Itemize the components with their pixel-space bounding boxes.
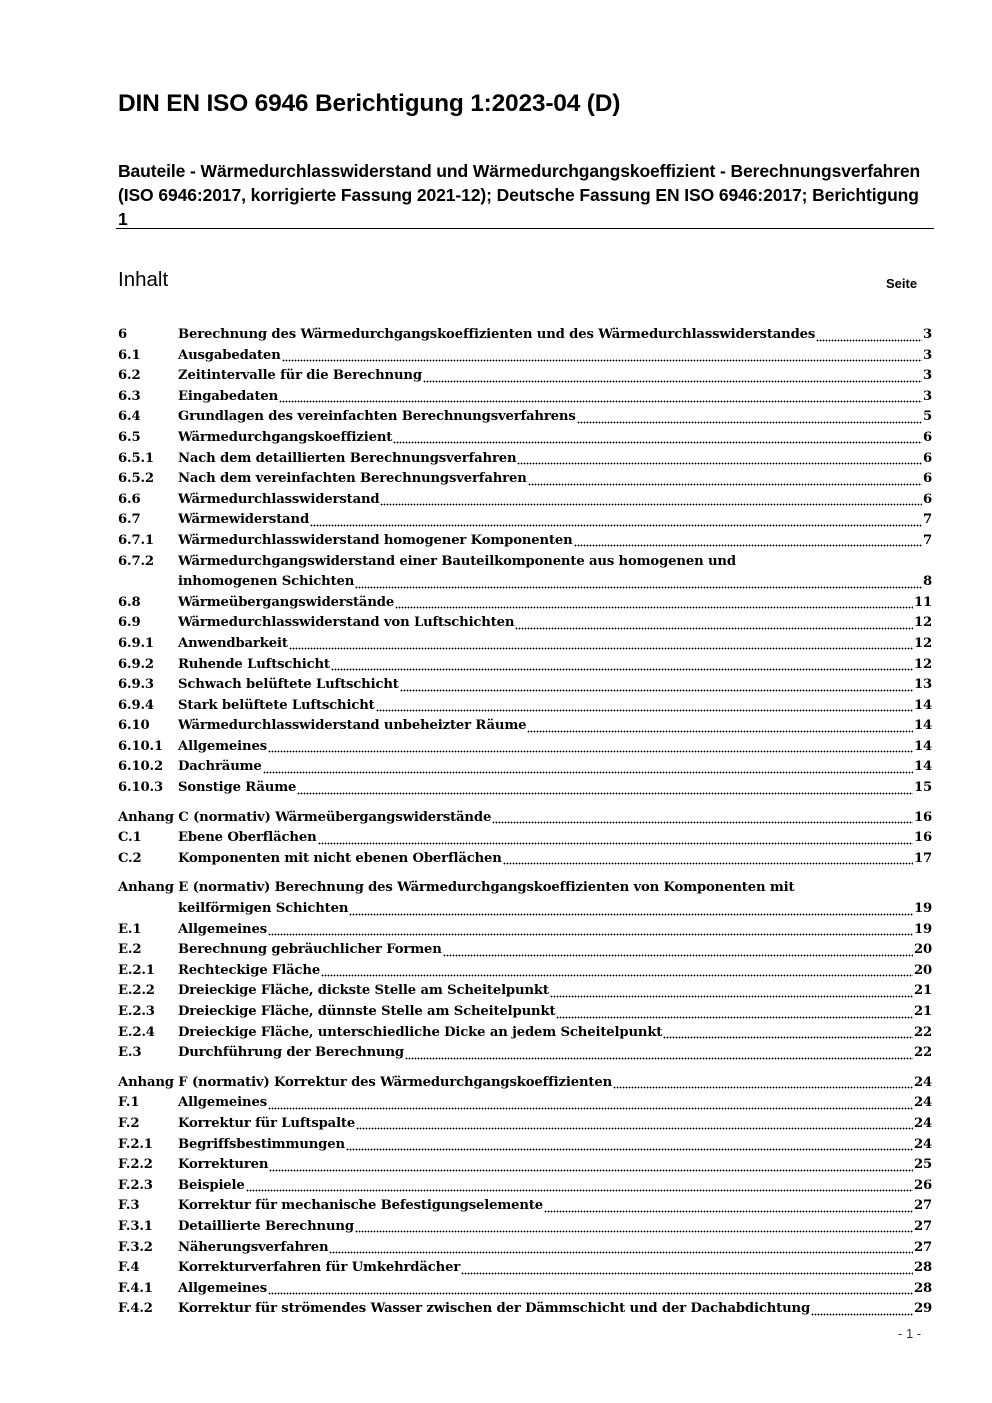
toc-entry[interactable] [118, 675, 932, 696]
toc-entry-number: F.2.2 [118, 1157, 153, 1173]
toc-entry-page: 3 [922, 347, 932, 363]
toc-entry-title: Korrekturverfahren für Umkehrdächer [178, 1260, 461, 1276]
toc-entry-page: 6 [922, 450, 932, 466]
toc-entry-page: 3 [922, 368, 932, 384]
toc-entry-title: Wärmewiderstand [178, 512, 310, 528]
toc-dot-leader [356, 1114, 913, 1135]
toc-entry[interactable] [118, 716, 932, 737]
toc-entry-number: F.3.1 [118, 1218, 153, 1234]
toc-dot-leader [613, 1073, 913, 1094]
toc-entry-title: Anhang F (normativ) Korrektur des Wärmedurchgangskoeffizienten [118, 1074, 613, 1090]
toc-entry-number: 6.9 [118, 615, 141, 631]
toc-entry-page: 27 [913, 1218, 932, 1234]
toc-entry-page: 25 [913, 1157, 932, 1173]
toc-entry-title: Allgemeines [178, 921, 267, 937]
toc-entry-title: Allgemeines [178, 738, 267, 754]
toc-entry-title: Ruhende Luftschicht [178, 656, 330, 672]
toc-entry-page: 27 [913, 1239, 932, 1255]
toc-entry-number: 6.3 [118, 388, 141, 404]
toc-dot-leader [443, 940, 913, 961]
table-of-contents [118, 325, 932, 1320]
toc-dot-leader [380, 490, 922, 511]
toc-dot-leader [355, 1217, 913, 1238]
toc-entry-page: 19 [913, 901, 932, 917]
toc-entry[interactable] [118, 325, 932, 346]
toc-entry-page: 6 [922, 429, 932, 445]
toc-entry-title: Näherungsverfahren [178, 1239, 329, 1255]
toc-dot-leader [816, 325, 922, 346]
toc-entry-number: 6.9.3 [118, 677, 154, 693]
toc-entry-page: 3 [922, 327, 932, 342]
toc-dot-leader [331, 655, 913, 676]
toc-entry-page: 21 [913, 1004, 932, 1019]
toc-entry-title: Berechnung gebräuchlicher Formen [178, 942, 442, 958]
toc-entry-number: F.4.2 [118, 1301, 153, 1317]
toc-entry-title: Begriffsbestimmungen [178, 1136, 345, 1152]
toc-dot-leader [544, 1196, 913, 1217]
toc-entry-page: 6 [922, 491, 932, 507]
toc-entry[interactable] [118, 593, 932, 614]
toc-entry[interactable] [118, 1135, 932, 1156]
toc-entry-number: 6.10.1 [118, 738, 163, 754]
toc-dot-leader [318, 828, 913, 849]
toc-dot-leader [663, 1023, 913, 1044]
toc-dot-leader [492, 808, 913, 829]
toc-entry[interactable] [118, 346, 932, 367]
toc-entry-number: F.4.1 [118, 1280, 153, 1296]
toc-entry-page: 24 [913, 1074, 932, 1090]
toc-entry-page: 27 [913, 1198, 932, 1214]
toc-entry-title: Beispiele [178, 1177, 245, 1193]
toc-entry-title: Dreieckige Fläche, unterschiedliche Dicke an jedem Scheitelpunkt [178, 1024, 663, 1040]
toc-entry-title: Berechnung des Wärmedurchgangskoeffizienten und des Wärmedurchlasswiderstandes [178, 327, 816, 342]
toc-dot-leader [268, 920, 913, 941]
toc-dot-leader [269, 1155, 913, 1176]
toc-entry[interactable] [118, 1217, 932, 1238]
toc-entry[interactable] [118, 655, 932, 676]
toc-entry[interactable] [118, 366, 932, 387]
toc-dot-leader [577, 407, 922, 428]
toc-annex-entry[interactable] [118, 878, 932, 919]
toc-entry-title: Allgemeines [178, 1095, 267, 1111]
toc-entry-title: Allgemeines [178, 1280, 267, 1296]
toc-entry[interactable] [118, 757, 932, 778]
toc-entry-number: C.1 [118, 830, 142, 846]
toc-heading: Inhalt [118, 268, 169, 291]
toc-annex-entry[interactable] [118, 808, 932, 829]
toc-entry[interactable] [118, 387, 932, 408]
toc-entry-number: E.3 [118, 1045, 142, 1061]
toc-dot-leader [279, 387, 922, 408]
toc-entry-page: 28 [913, 1260, 932, 1276]
toc-entry-number: 6.7 [118, 512, 141, 528]
toc-entry-number: F.3.2 [118, 1239, 153, 1255]
toc-entry-page: 13 [913, 677, 932, 693]
toc-entry-title: Korrektur für Luftspalte [178, 1115, 356, 1131]
toc-entry-number: 6.10.3 [118, 780, 163, 796]
toc-entry-number: 6.5.2 [118, 471, 154, 487]
toc-entry-title: Stark belüftete Luftschicht [178, 697, 375, 713]
toc-entry-title-line1: Wärmedurchgangswiderstand einer Bauteilkomponente aus homogenen und [178, 553, 736, 569]
toc-dot-leader [282, 346, 922, 367]
toc-entry-title: Korrektur für mechanische Befestigungselemente [178, 1198, 544, 1214]
toc-entry[interactable] [118, 1002, 932, 1023]
toc-entry-title: Durchführung der Berechnung [178, 1045, 404, 1061]
toc-dot-leader [528, 469, 922, 490]
toc-dot-leader [517, 449, 922, 470]
toc-dot-leader [349, 899, 913, 920]
toc-entry-page: 3 [922, 388, 932, 404]
toc-entry-title: Sonstige Räume [178, 780, 297, 796]
toc-entry-title: Wärmedurchlasswiderstand von Luftschichten [178, 615, 515, 631]
toc-entry[interactable] [118, 778, 932, 799]
toc-entry-number: E.2.4 [118, 1024, 155, 1040]
toc-entry-title: Dreieckige Fläche, dickste Stelle am Scheitelpunkt [178, 983, 549, 999]
toc-entry-page: 14 [913, 759, 932, 775]
toc-entry-title: Wärmedurchlasswiderstand homogener Komponenten [178, 532, 573, 548]
toc-entry-page: 14 [913, 697, 932, 713]
toc-entry-title: Wärmedurchlasswiderstand unbeheizter Räume [178, 718, 527, 734]
toc-entry-number: F.2 [118, 1115, 140, 1131]
toc-entry-page: 28 [913, 1280, 932, 1296]
toc-entry[interactable] [118, 531, 932, 552]
toc-entry[interactable] [118, 1155, 932, 1176]
toc-entry[interactable] [118, 1043, 932, 1064]
toc-dot-leader [346, 1135, 913, 1156]
toc-entry-title: Rechteckige Fläche [178, 962, 321, 978]
toc-entry-number: 6.5.1 [118, 450, 154, 466]
toc-entry-page: 8 [922, 574, 932, 590]
toc-dot-leader [423, 366, 922, 387]
toc-entry-page: 20 [913, 962, 932, 978]
toc-dot-leader [461, 1258, 913, 1279]
toc-entry[interactable] [118, 828, 932, 849]
toc-entry-page: 17 [913, 850, 932, 866]
toc-entry-number: 6.9.4 [118, 697, 154, 713]
toc-entry[interactable] [118, 510, 932, 531]
toc-entry[interactable] [118, 1093, 932, 1114]
toc-entry-title: keilförmigen Schichten [178, 901, 349, 917]
toc-entry-page: 7 [922, 512, 932, 528]
toc-entry-number: F.2.1 [118, 1136, 153, 1152]
toc-entry[interactable] [118, 981, 932, 1002]
toc-dot-leader [556, 1002, 913, 1023]
toc-entry-title: Anwendbarkeit [178, 635, 288, 651]
toc-dot-leader [376, 696, 913, 717]
toc-dot-leader [321, 961, 913, 982]
toc-entry-title: Wärmedurchlasswiderstand [178, 491, 380, 507]
toc-entry-page: 6 [922, 471, 932, 487]
toc-entry-page: 12 [913, 615, 932, 631]
toc-entry-page: 21 [913, 983, 932, 999]
page-number: - 1 - [898, 1326, 922, 1341]
toc-page-label: Seite [886, 276, 918, 291]
toc-entry-page: 14 [913, 718, 932, 734]
toc-entry-page: 7 [922, 532, 932, 548]
toc-entry-page: 12 [913, 635, 932, 651]
toc-entry-number: 6.9.1 [118, 635, 154, 651]
toc-entry-title: Nach dem detaillierten Berechnungsverfahren [178, 450, 517, 466]
toc-entry-number: F.1 [118, 1095, 140, 1111]
toc-entry-page: 24 [913, 1136, 932, 1152]
toc-entry-page: 26 [913, 1177, 932, 1193]
toc-entry[interactable] [118, 490, 932, 511]
toc-entry-title: Eingabedaten [178, 388, 279, 404]
toc-entry[interactable] [118, 1023, 932, 1044]
toc-entry-number: 6.8 [118, 594, 141, 610]
toc-entry-number: 6.10 [118, 718, 150, 734]
toc-dot-leader [527, 716, 913, 737]
toc-entry[interactable] [118, 613, 932, 634]
toc-annex-entry[interactable] [118, 1073, 932, 1094]
toc-entry-number: 6 [118, 327, 128, 342]
toc-entry-title: Ebene Oberflächen [178, 830, 317, 846]
toc-entry-title: Nach dem vereinfachten Berechnungsverfahren [178, 471, 527, 487]
toc-entry-title: Dreieckige Fläche, dünnste Stelle am Scheitelpunkt [178, 1004, 556, 1019]
toc-dot-leader [310, 510, 922, 531]
toc-entry[interactable] [118, 407, 932, 428]
toc-entry-page: 29 [913, 1301, 932, 1317]
toc-entry[interactable] [118, 1238, 932, 1259]
toc-entry-number: E.2.3 [118, 1004, 155, 1019]
toc-entry-number: 6.9.2 [118, 656, 154, 672]
toc-entry-page: 12 [913, 656, 932, 672]
toc-entry-number: E.2.2 [118, 983, 155, 999]
toc-entry[interactable] [118, 920, 932, 941]
toc-entry-title: Anhang C (normativ) Wärmeübergangswiderstände [118, 809, 492, 825]
toc-entry-title: Ausgabedaten [178, 347, 281, 363]
toc-dot-leader [405, 1043, 913, 1064]
toc-dot-leader [574, 531, 922, 552]
toc-entry-title: Komponenten mit nicht ebenen Oberflächen [178, 850, 502, 866]
toc-entry-page: 22 [913, 1024, 932, 1040]
toc-entry[interactable] [118, 552, 932, 593]
toc-entry[interactable] [118, 696, 932, 717]
toc-entry-title-line1: Anhang E (normativ) Berechnung des Wärmedurchgangskoeffizienten von Komponenten mit [118, 880, 795, 896]
toc-entry-page: 16 [913, 809, 932, 825]
toc-entry-title: Zeitintervalle für die Berechnung [178, 368, 422, 384]
toc-entry[interactable] [118, 849, 932, 870]
toc-entry-title: inhomogenen Schichten [178, 574, 355, 590]
toc-entry[interactable] [118, 940, 932, 961]
toc-entry-number: 6.10.2 [118, 759, 163, 775]
toc-entry-title: Korrekturen [178, 1157, 269, 1173]
toc-entry-number: E.2 [118, 942, 142, 958]
toc-entry-number: 6.2 [118, 368, 141, 384]
toc-entry-number: F.4 [118, 1260, 140, 1276]
toc-entry-number: E.1 [118, 921, 142, 937]
toc-entry-number: 6.7.2 [118, 553, 154, 569]
toc-entry-title: Wärmeübergangswiderstände [178, 594, 395, 610]
toc-entry-page: 5 [922, 409, 932, 425]
toc-entry-page: 24 [913, 1115, 932, 1131]
title-rule [116, 228, 934, 229]
document-subtitle: Bauteile - Wärmedurchlasswiderstand und Wärmedurchgangskoeffizient - Berechnungsverfahren (ISO 6946:2017, korrigierte Fassung 2021-12); Deutsche Fassung EN ISO 6946:2017; Berichtigung 1 [118, 161, 921, 229]
document-title: DIN EN ISO 6946 Berichtigung 1:2023-04 (D) [118, 90, 621, 117]
toc-entry[interactable] [118, 469, 932, 490]
toc-entry[interactable] [118, 1176, 932, 1197]
toc-dot-leader [550, 981, 913, 1002]
toc-dot-leader [400, 675, 913, 696]
toc-entry-number: 6.6 [118, 491, 141, 507]
toc-entry-number: 6.7.1 [118, 532, 154, 548]
toc-entry-page: 11 [913, 594, 932, 610]
toc-dot-leader [393, 428, 922, 449]
toc-entry-page: 22 [913, 1045, 932, 1061]
toc-dot-leader [355, 572, 922, 593]
toc-entry-page: 16 [913, 830, 932, 846]
toc-entry-number: 6.5 [118, 429, 141, 445]
toc-entry[interactable] [118, 737, 932, 758]
toc-entry-title: Wärmedurchgangskoeffizient [178, 429, 393, 445]
toc-dot-leader [297, 778, 913, 799]
toc-entry[interactable] [118, 449, 932, 470]
toc-entry-number: C.2 [118, 850, 142, 866]
toc-dot-leader [811, 1299, 913, 1320]
toc-entry-title: Korrektur für strömendes Wasser zwischen der Dämmschicht und der Dachabdichtung [178, 1301, 811, 1317]
toc-dot-leader [268, 1093, 913, 1114]
toc-entry-number: F.3 [118, 1198, 140, 1214]
toc-entry[interactable] [118, 1279, 932, 1300]
toc-entry-number: F.2.3 [118, 1177, 153, 1193]
toc-dot-leader [503, 849, 913, 870]
toc-dot-leader [395, 593, 913, 614]
toc-entry-number: 6.1 [118, 347, 141, 363]
toc-entry[interactable] [118, 1299, 932, 1320]
toc-entry-title: Detaillierte Berechnung [178, 1218, 354, 1234]
toc-entry[interactable] [118, 1196, 932, 1217]
toc-entry-title: Grundlagen des vereinfachten Berechnungsverfahrens [178, 409, 576, 425]
toc-dot-leader [289, 634, 913, 655]
toc-entry[interactable] [118, 1258, 932, 1279]
toc-entry-title: Dachräume [178, 759, 262, 775]
toc-entry-page: 19 [913, 921, 932, 937]
toc-dot-leader [263, 757, 913, 778]
toc-entry[interactable] [118, 961, 932, 982]
toc-entry[interactable] [118, 428, 932, 449]
toc-dot-leader [268, 1279, 913, 1300]
toc-entry-page: 24 [913, 1095, 932, 1111]
toc-dot-leader [329, 1238, 913, 1259]
toc-dot-leader [515, 613, 913, 634]
toc-entry[interactable] [118, 634, 932, 655]
toc-entry-page: 14 [913, 738, 932, 754]
toc-entry-number: E.2.1 [118, 962, 155, 978]
toc-entry-title: Schwach belüftete Luftschicht [178, 677, 399, 693]
toc-dot-leader [246, 1176, 913, 1197]
toc-dot-leader [268, 737, 913, 758]
toc-entry[interactable] [118, 1114, 932, 1135]
toc-entry-number: 6.4 [118, 409, 141, 425]
toc-entry-page: 20 [913, 942, 932, 958]
toc-entry-page: 15 [913, 780, 932, 796]
